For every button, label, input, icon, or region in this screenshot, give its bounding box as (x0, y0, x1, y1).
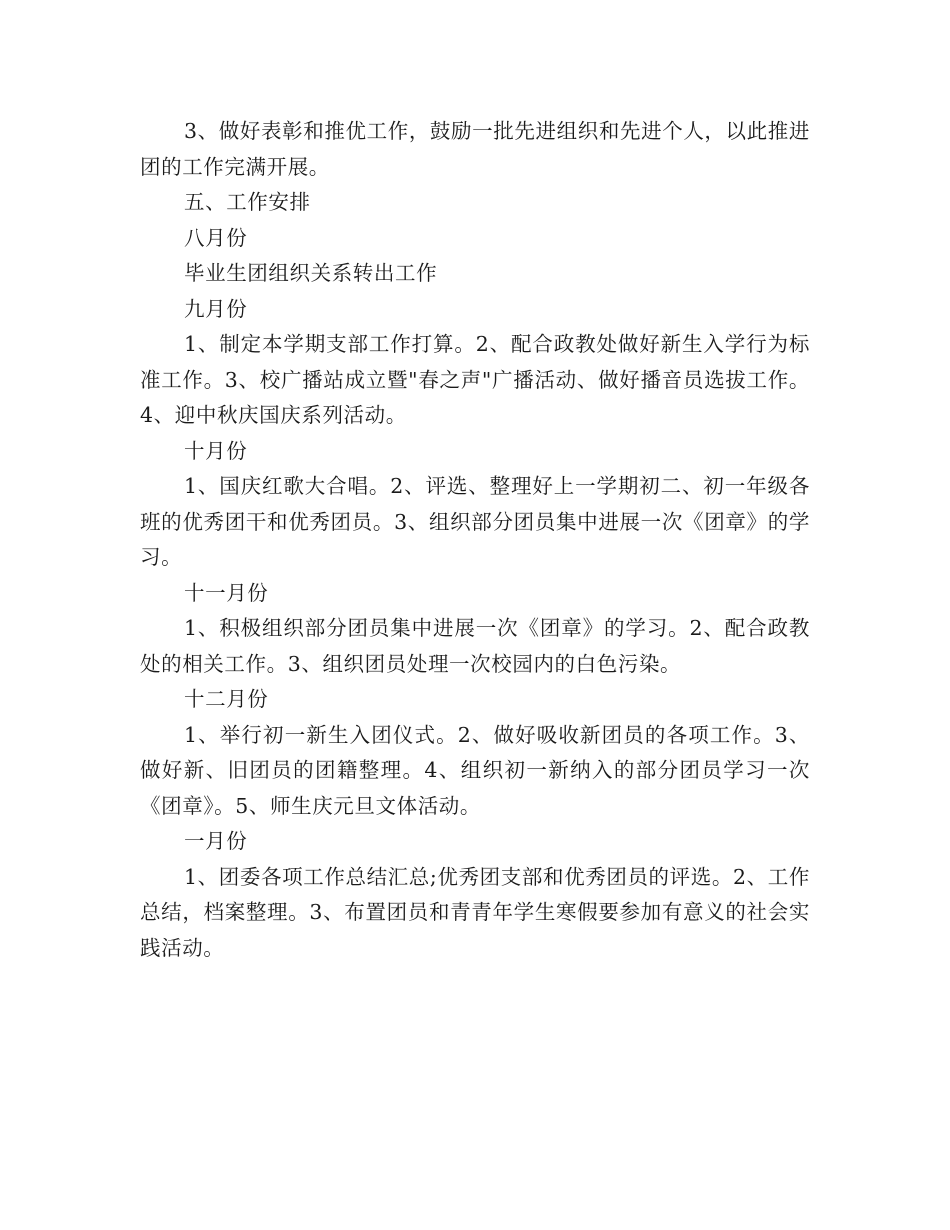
paragraph-august-tasks: 毕业生团组织关系转出工作 (184, 261, 438, 285)
month-heading-august: 八月份 (184, 225, 248, 250)
month-heading-december: 十二月份 (184, 687, 269, 711)
paragraph-october-tasks: 1、国庆红歌大合唱。2、评选、整理好上一学期初二、初一年级各班的优秀团干和优秀团员。3、组织部分团员集中进展一次《团章》的学习。 (140, 474, 810, 569)
month-heading-september: 九月份 (184, 296, 248, 321)
paragraph-commendation-item: 3、做好表彰和推优工作，鼓励一批先进组织和先进个人，以此推进团的工作完满开展。 (140, 119, 810, 179)
paragraph-september-tasks: 1、制定本学期支部工作打算。2、配合政教处做好新生入学行为标准工作。3、校广播站成立暨"春之声"广播活动、做好播音员选拔工作。4、迎中秋庆国庆系列活动。 (140, 332, 810, 427)
document-body (140, 114, 810, 966)
month-heading-november: 十一月份 (184, 580, 269, 605)
paragraph-november-tasks: 1、积极组织部分团员集中进展一次《团章》的学习。2、配合政教处的相关工作。3、组织团员处理一次校园内的白色污染。 (140, 616, 810, 676)
month-heading-january: 一月份 (184, 829, 248, 853)
paragraph-january-tasks: 1、团委各项工作总结汇总;优秀团支部和优秀团员的评选。2、工作总结，档案整理。3、布置团员和青青年学生寒假要参加有意义的社会实践活动。 (140, 864, 810, 960)
month-heading-october: 十月份 (184, 438, 248, 463)
paragraph-december-tasks: 1、举行初一新生入团仪式。2、做好吸收新团员的各项工作。3、做好新、旧团员的团籍整理。4、组织初一新纳入的部分团员学习一次《团章》。5、师生庆元旦文体活动。 (140, 722, 810, 818)
section-heading-work-arrangement: 五、工作安排 (184, 190, 311, 214)
